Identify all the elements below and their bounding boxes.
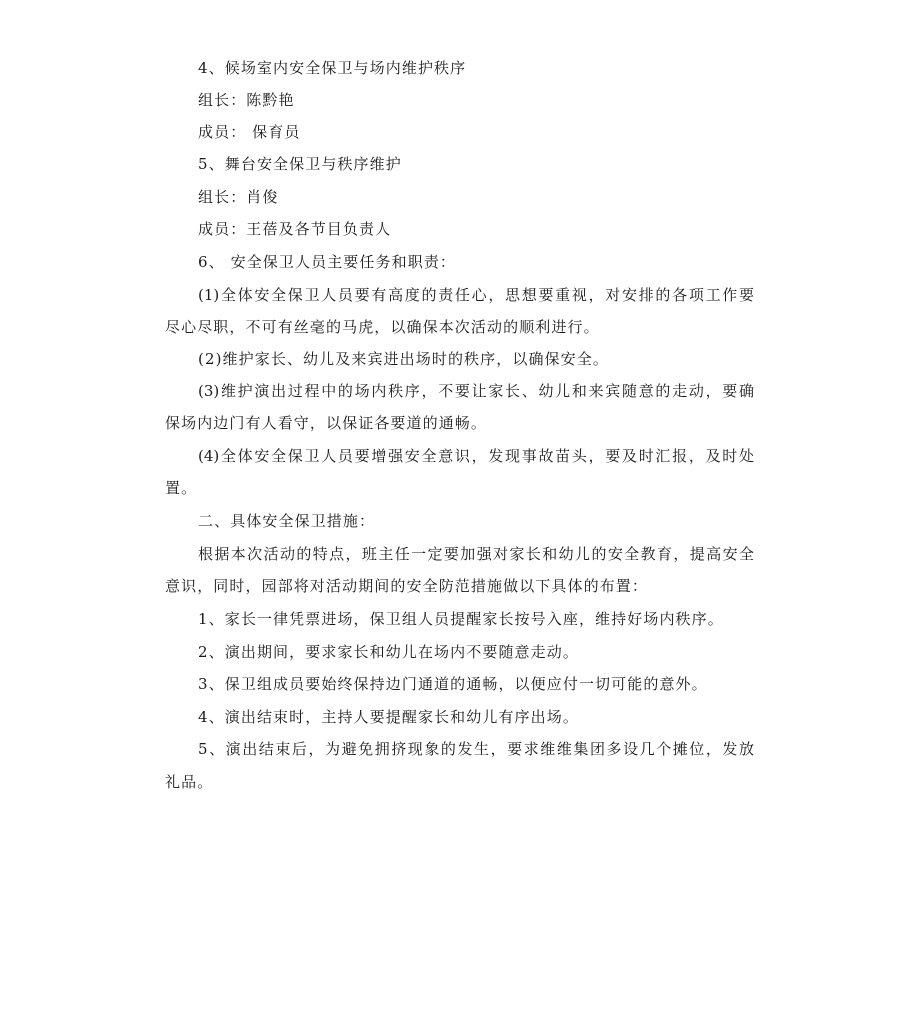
- section-5-heading: 5、舞台安全保卫与秩序维护: [198, 155, 402, 173]
- duty-1-line-2: 尽心尽职，不可有丝毫的马虎，以确保本次活动的顺利进行。: [165, 318, 600, 336]
- duty-3-line-2: 保场内边门有人看守，以保证各要道的通畅。: [165, 414, 488, 432]
- measure-5-line-1: 5、演出结束后，为避免拥挤现象的发生，要求维维集团多设几个摊位，发放: [198, 740, 754, 758]
- intro-line-1: 根据本次活动的特点，班主任一定要加强对家长和幼儿的安全教育，提高安全: [198, 545, 754, 563]
- measure-2: 2、演出期间，要求家长和幼儿在场内不要随意走动。: [198, 643, 579, 661]
- measure-5-line-2: 礼品。: [165, 773, 214, 791]
- section-4-members: 成员： 保育员: [198, 123, 301, 141]
- section-4-heading: 4、候场室内安全保卫与场内维护秩序: [198, 59, 467, 77]
- duty-2: (2)维护家长、幼儿及来宾进出场时的秩序，以确保安全。: [198, 350, 609, 368]
- duty-3-line-1: (3)维护演出过程中的场内秩序，不要让家长、幼儿和来宾随意的走动，要确: [198, 382, 754, 400]
- duty-4-line-2: 置。: [165, 479, 198, 497]
- intro-line-2: 意识，同时，园部将对活动期间的安全防范措施做以下具体的布置：: [165, 577, 649, 595]
- duty-4-line-1: (4)全体安全保卫人员要增强安全意识，发现事故苗头，要及时汇报，及时处: [198, 447, 754, 465]
- section-5-leader: 组长：肖俊: [198, 188, 279, 206]
- measure-3: 3、保卫组成员要始终保持边门通道的通畅，以便应付一切可能的意外。: [198, 675, 708, 693]
- measure-4: 4、演出结束时，主持人要提醒家长和幼儿有序出场。: [198, 708, 579, 726]
- section-4-leader: 组长：陈黔艳: [198, 91, 295, 109]
- measure-1: 1、家长一律凭票进场，保卫组人员提醒家长按号入座，维持好场内秩序。: [198, 610, 724, 628]
- section-5-members: 成员：王蓓及各节目负责人: [198, 220, 392, 238]
- section-2-heading: 二、具体安全保卫措施：: [198, 512, 376, 530]
- section-6-heading: 6、 安全保卫人员主要任务和职责：: [198, 253, 457, 271]
- duty-1-line-1: (1)全体安全保卫人员要有高度的责任心，思想要重视，对安排的各项工作要: [198, 286, 754, 304]
